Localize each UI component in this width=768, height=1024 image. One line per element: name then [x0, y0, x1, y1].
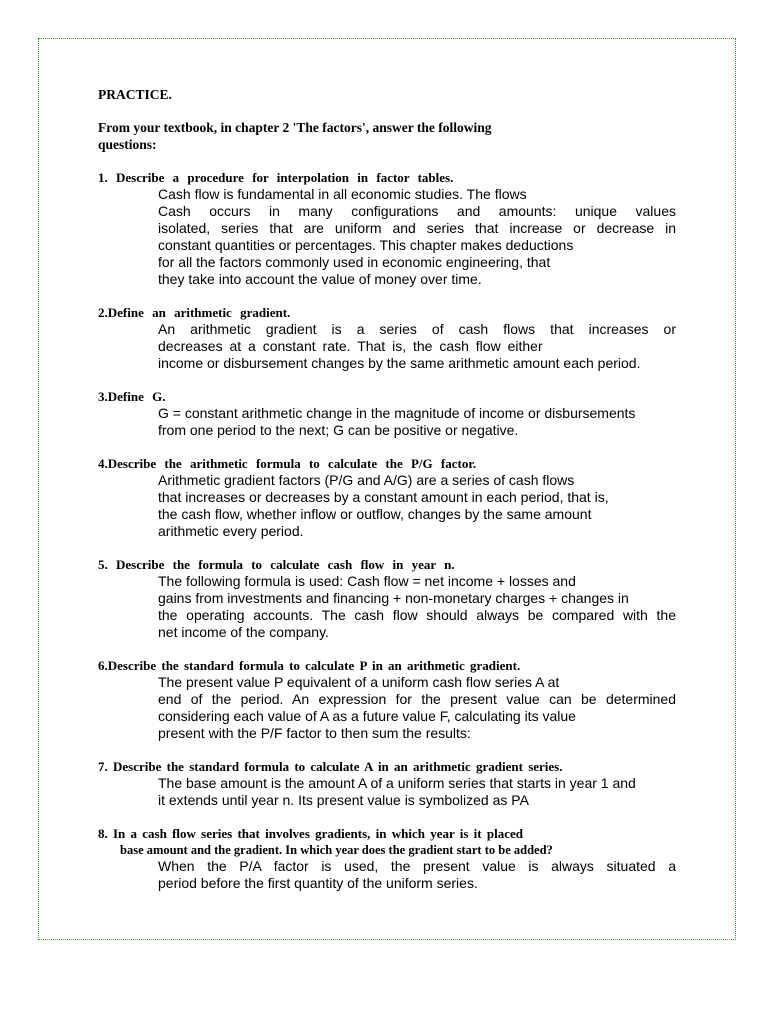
- intro-line-1: From your textbook, in chapter 2 'The factors', answer the following: [98, 120, 492, 135]
- answer-line: An arithmetic gradient is a series of cash flows that increases or: [158, 321, 676, 337]
- answer-line: isolated, series that are uniform and series that increase or decrease in: [158, 220, 676, 236]
- question-2: [98, 305, 678, 372]
- question-title: 1. Describe a procedure for interpolation in factor tables.: [98, 170, 454, 185]
- answer-text: [158, 472, 676, 540]
- answer-text: [158, 573, 676, 641]
- question-4: [98, 456, 678, 540]
- answer-text: [158, 674, 676, 742]
- answer-line: The base amount is the amount A of a uniform series that starts in year 1 and: [158, 775, 636, 791]
- answer-text: [158, 321, 676, 372]
- answer-line: The following formula is used: Cash flow = net income + losses and: [158, 573, 576, 589]
- question-title: 3.Define G.: [98, 389, 166, 404]
- question-5: [98, 557, 678, 641]
- answer-line: it extends until year n. Its present value is symbolized as PA: [158, 792, 529, 808]
- answer-line: for all the factors commonly used in economic engineering, that: [158, 254, 551, 270]
- intro-text: [98, 119, 678, 153]
- answer-line: present with the P/F factor to then sum the results:: [158, 725, 471, 741]
- answer-line: the cash flow, whether inflow or outflow, changes by the same amount: [158, 506, 592, 522]
- question-title: 5. Describe the formula to calculate cash flow in year n.: [98, 557, 455, 572]
- question-title: 8. In a cash flow series that involves gradients, in which year is it placed: [98, 826, 523, 841]
- question-1: [98, 170, 678, 288]
- answer-line: period before the first quantity of the uniform series.: [158, 875, 478, 891]
- answer-line: net income of the company.: [158, 624, 329, 640]
- answer-line: decreases at a constant rate. That is, the cash flow either: [158, 338, 543, 354]
- answer-line: that increases or decreases by a constant amount in each period, that is,: [158, 489, 609, 505]
- answer-line: the operating accounts. The cash flow should always be compared with the: [158, 607, 676, 623]
- intro-line-2: questions:: [98, 137, 157, 152]
- answer-line: When the P/A factor is used, the present value is always situated a: [158, 858, 676, 874]
- page-heading: PRACTICE.: [98, 87, 172, 102]
- answer-line: end of the period. An expression for the present value can be determined: [158, 691, 676, 707]
- answer-line: The present value P equivalent of a uniform cash flow series A at: [158, 674, 560, 690]
- question-3: [98, 389, 678, 439]
- answer-line: income or disbursement changes by the same arithmetic amount each period.: [158, 355, 641, 371]
- answer-line: Arithmetic gradient factors (P/G and A/G) are a series of cash flows: [158, 472, 575, 488]
- question-6: [98, 658, 678, 742]
- question-title: 7. Describe the standard formula to calculate A in an arithmetic gradient series.: [98, 759, 563, 774]
- answer-line: they take into account the value of money over time.: [158, 271, 482, 287]
- question-subtitle: base amount and the gradient. In which year does the gradient start to be added?: [120, 843, 553, 857]
- answer-line: from one period to the next; G can be positive or negative.: [158, 422, 519, 438]
- answer-text: [158, 405, 676, 439]
- question-title: 2.Define an arithmetic gradient.: [98, 305, 291, 320]
- answer-line: Cash flow is fundamental in all economic studies. The flows: [158, 186, 527, 202]
- answer-line: G = constant arithmetic change in the magnitude of income or disbursements: [158, 405, 636, 421]
- answer-line: gains from investments and financing + non-monetary charges + changes in: [158, 590, 629, 606]
- answer-line: considering each value of A as a future value F, calculating its value: [158, 708, 576, 724]
- answer-line: Cash occurs in many configurations and amounts: unique values: [158, 203, 676, 219]
- answer-text: [158, 775, 676, 809]
- document-body: [98, 86, 678, 892]
- question-title: 4.Describe the arithmetic formula to calculate the P/G factor.: [98, 456, 477, 471]
- answer-line: constant quantities or percentages. This chapter makes deductions: [158, 237, 574, 253]
- answer-text: [158, 858, 676, 892]
- question-8: [98, 826, 678, 892]
- question-7: [98, 759, 678, 809]
- answer-line: arithmetic every period.: [158, 523, 304, 539]
- answer-text: [158, 186, 676, 288]
- question-title: 6.Describe the standard formula to calculate P in an arithmetic gradient.: [98, 658, 521, 673]
